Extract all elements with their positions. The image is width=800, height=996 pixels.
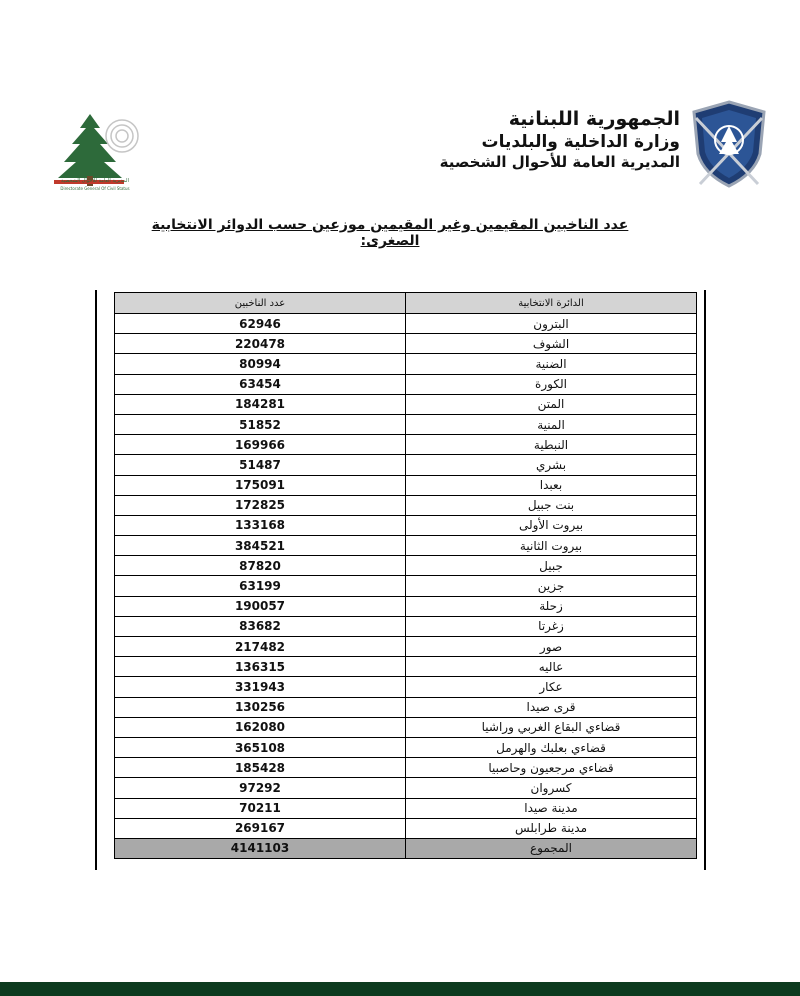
voters-cell: 162080 [115,717,406,737]
left-border-line [95,290,97,870]
voters-cell: 190057 [115,596,406,616]
district-cell: صور [406,637,697,657]
district-cell: بنت جبيل [406,495,697,515]
district-cell: المنية [406,414,697,434]
voters-cell: 220478 [115,334,406,354]
voters-cell: 80994 [115,354,406,374]
table-row [115,758,697,778]
district-cell: عاليه [406,657,697,677]
table-row [115,637,697,657]
table-row [115,657,697,677]
table-row [115,616,697,636]
table-row [115,818,697,838]
table-row [115,374,697,394]
voters-cell: 269167 [115,818,406,838]
district-cell: النبطية [406,435,697,455]
voters-cell: 217482 [115,637,406,657]
voters-table [114,292,697,859]
voters-cell: 51487 [115,455,406,475]
header-district: الدائرة الانتخابية [406,293,697,314]
table-row [115,455,697,475]
table-row [115,475,697,495]
table-row [115,536,697,556]
voters-cell: 172825 [115,495,406,515]
district-cell: قضاءي مرجعيون وحاصبيا [406,758,697,778]
table-row [115,556,697,576]
table-row [115,737,697,757]
district-cell: كسروان [406,778,697,798]
footer-bar [0,982,800,996]
table-row [115,334,697,354]
table-row [115,414,697,434]
voters-cell: 97292 [115,778,406,798]
district-cell: البترون [406,314,697,334]
cedar-logo-caption-en: Directorate General Of Civil Status [60,186,130,191]
table-row [115,697,697,717]
table-row [115,576,697,596]
voters-cell: 62946 [115,314,406,334]
ministry-header [380,108,680,172]
voters-cell: 384521 [115,536,406,556]
district-cell: مدينة طرابلس [406,818,697,838]
district-cell: مدينة صيدا [406,798,697,818]
table-row [115,515,697,535]
district-cell: قرى صيدا [406,697,697,717]
table-row [115,394,697,414]
district-cell: المتن [406,394,697,414]
table-row [115,798,697,818]
district-cell: بعبدا [406,475,697,495]
district-cell: بشري [406,455,697,475]
table-body [115,314,697,839]
total-label: المجموع [406,838,697,858]
table-row [115,314,697,334]
total-row [115,838,697,858]
voters-cell: 83682 [115,616,406,636]
voters-cell: 133168 [115,515,406,535]
header-ministry: وزارة الداخلية والبلديات [481,131,680,152]
table-row [115,354,697,374]
voters-cell: 130256 [115,697,406,717]
ministry-shield-logo [688,98,770,190]
district-cell: زغرتا [406,616,697,636]
district-cell: قضاءي بعلبك والهرمل [406,737,697,757]
district-cell: عكار [406,677,697,697]
district-cell: الكورة [406,374,697,394]
district-cell: جزين [406,576,697,596]
right-border-line [704,290,706,870]
district-cell: بيروت الأولى [406,515,697,535]
table-row [115,596,697,616]
district-cell: جبيل [406,556,697,576]
district-cell: زحلة [406,596,697,616]
cedar-logo-caption-ar: المديرية العامة للأحوال الشخصية [61,178,129,184]
header-voters: عدد الناخبين [115,293,406,314]
table-row [115,677,697,697]
voters-cell: 63454 [115,374,406,394]
table-row [115,495,697,515]
table-row [115,435,697,455]
district-cell: الضنية [406,354,697,374]
voters-cell: 184281 [115,394,406,414]
table-header-row [115,293,697,314]
district-cell: بيروت الثانية [406,536,697,556]
table-row [115,717,697,737]
district-cell: قضاءي البقاع الغربي وراشيا [406,717,697,737]
voters-cell: 185428 [115,758,406,778]
voters-cell: 169966 [115,435,406,455]
document-title: عدد الناخبين المقيمين وغير المقيمين موزعين حسب الدوائر الانتخابية الصغرى: [151,217,629,249]
voters-cell: 175091 [115,475,406,495]
total-voters: 4141103 [115,838,406,858]
district-cell: الشوف [406,334,697,354]
voters-cell: 365108 [115,737,406,757]
voters-cell: 87820 [115,556,406,576]
voters-cell: 51852 [115,414,406,434]
table-row [115,778,697,798]
header-republic: الجمهورية اللبنانية [508,108,680,130]
voters-cell: 136315 [115,657,406,677]
header-directorate: المديرية العامة للأحوال الشخصية [439,153,680,171]
voters-cell: 331943 [115,677,406,697]
voters-cell: 63199 [115,576,406,596]
voters-cell: 70211 [115,798,406,818]
